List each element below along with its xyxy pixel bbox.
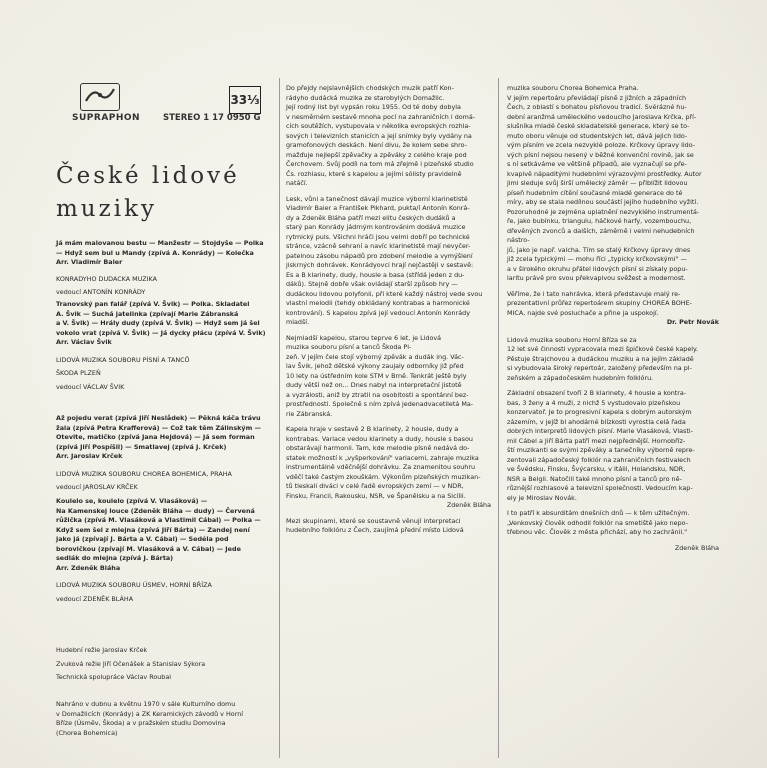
paragraph-line: Lidová muzika souboru Horní Bříza se za (507, 335, 637, 344)
paragraph-line: v nesměrném sestavě mnoha pocí na zahraničních i domá- (286, 112, 476, 121)
paragraph-line: I to patří k absurditám dnešních dnů — k těm užitečným. (507, 509, 690, 517)
paragraph-line: dy a Zdeněk Bláha patří mezi elitu českých dudáků a (286, 213, 456, 222)
track-line: Koulelo se, koulelo (zpívá V. Vlasáková) — (56, 497, 208, 505)
track-line: borovičkou (zpívají M. Vlasáková a V. Cábal) — Jede (56, 544, 241, 553)
band-leader: vedoucí VÁCLAV ŠVIK (56, 382, 125, 391)
track-group-1 (56, 239, 278, 298)
paragraph-line: laritu právě pro svou překvapivou svěžest a modernost. (507, 274, 686, 282)
paragraph-line: instrumentálně vděčnější dohrávku. Za znamenitou souhru (286, 463, 476, 471)
paragraph-line: Čerchovem. Svůj podíl na tom má zřejmě i plzeňské studio (286, 160, 474, 168)
track-line: Tranovský pan falář (zpívá V. Švik) — Polka. Skladatel (56, 300, 250, 308)
paragraph-line: třebnou věc. Člověk z města přichází, aby ho zachránil." (507, 528, 688, 536)
column-divider (279, 78, 280, 758)
paragraph-line: Do přejdy nejslavnějších chodských muzik patří Kon- (286, 84, 454, 92)
paragraph-line: NSR a Belgii. Natočili také mnoho písní a tanců pro ně- (507, 474, 682, 483)
paragraph-line: ští muzikanti se svými zpěváky a tanečníky výborně repre- (507, 446, 695, 454)
paragraph-line: konzervatoř. Je to progresivní kapela s dobrým autorským (507, 408, 692, 416)
paragraph-line: 10 lety na ústředním kole STM v Brně. Tenkrát ještě byly (286, 371, 467, 380)
brand-name: SUPRAPHON (72, 113, 141, 123)
track-line: vokolo vrat (zpívá V. Švik) — Já dycky płácu (zpívá V. Švik) (56, 328, 266, 337)
paragraph-line: vlastní melodii (tehdy obkládaný kontrabas a harmonické (286, 299, 470, 307)
note-line: Nahráno v dubnu a květnu 1970 v sále Kulturního domu (56, 700, 236, 708)
paragraph-line: Lesk, vůni a tanečnost dávají muzice výborní klarinetisté (286, 194, 468, 203)
paragraph-line: zázemím, v jejíž bl ahodárné blízkosti vyrostla celá řada (507, 417, 686, 426)
paragraph-line: jiskrných dohrávek. Konrádyovci hrají nejčastěji v sestavě: (286, 261, 474, 269)
track-line: Já mám malovanou bestu — Manžestr — Stojdyše — Polka (56, 239, 264, 247)
author-signature: Zdeněk Bláha (674, 543, 719, 552)
paragraph-line: Základní obsazení tvoří 2 B klarinety, 4 housle a kontra- (507, 389, 687, 397)
credit-line: Zvuková režie Jiří Očenášek a Stanislav Sýkora (56, 659, 206, 668)
paragraph-line: hudebního folklóru z Čech, zaujímá přední místo Lidová (286, 526, 464, 534)
paragraph-line: 12 let své činnosti vypracovala mezi špičkové české kapely. (507, 345, 698, 353)
paragraph-line: lav Švik, jehož dětské výkony zaujaly odborníky již před (286, 362, 464, 370)
band-leader: vedoucí JAROSLAV KRČEK (56, 483, 138, 491)
catalog-number: STEREO 1 17 0950 G (163, 113, 261, 123)
note-line: Bříze (Úsměv, Škoda) a v pražském studiu Domovina (56, 719, 226, 727)
paragraph-line: muzika souboru písní a tanců Škoda Pl- (286, 343, 412, 351)
paragraph-line: rie Zábranská. (286, 409, 333, 418)
credit-line: Hudební režie Jaroslav Krček (56, 646, 148, 654)
title-line: muziky (56, 196, 158, 222)
paragraph-line: si vybudovala široký repertoár, založený především na pl- (507, 364, 692, 372)
paragraph-line: slušníka mladé české skladatelské generace, který se to- (507, 122, 690, 130)
paragraph-line: vým písním ve zcela nezvyklé poloze. Krčkovy úpravy lido- (507, 141, 696, 149)
paragraph-line: zeň. V jejím čele stojí výborný zpěvák a dudák ing. Vác- (286, 352, 464, 361)
paragraph-line: Kapela hraje v sestavě 2 B klarinety, 2 housle, dudy a (286, 425, 459, 433)
album-title (56, 160, 240, 226)
paragraph-line: MICA, najde své posluchače a přine ja uspokojí. (507, 308, 659, 317)
paragraph-line: a vyzrálosti, aniž by ztratil na osobitosti a spontánní bez- (286, 390, 469, 399)
paragraph-line: starý pan Konrády jádrným kontrovánim dodává muzice (286, 223, 466, 231)
track-line: Až pojedu verat (zpívá Jiří Neslådek) — Pěkná káča trávu (56, 414, 261, 422)
paragraph-line: kontrování). S kapelou zpívá její vedoucí Antonín Konrády (286, 308, 470, 317)
paragraph-line: dudy větší než on... Dnes nabyl na interpretační jistotě (286, 381, 462, 389)
paragraph-line: mažďuje nejlepší zpěvačky a zpěváky z celého kraje pod (286, 150, 467, 159)
paragraph-line: zeňském a západočeském hudebním folklóru. (507, 373, 654, 382)
track-group-3 (56, 414, 278, 493)
paragraph-line: Pozoruhodné je zejména uplatnění nezvyklého instrumentá- (507, 207, 700, 216)
track-line: A. Švik — Suchá jatelinka (zpívají Marie Zábranská (56, 309, 239, 318)
paragraph-line: gramofonových deskách. Není divu, že kolem sebe shro- (286, 141, 467, 149)
track-line: — Hdyž sem bul u Mandy (zpívá A. Konrády) — Kolečka (56, 248, 254, 257)
track-line: Arr. Vladimír Baier (56, 258, 123, 266)
recording-note (56, 700, 278, 738)
track-line: růžička (zpívá M. Vlasáková a Vlastimil Cábal) — Polka — (56, 516, 261, 524)
paragraph-line: a v širokého okruhu přátel lidových písní si získaly popu- (507, 264, 688, 273)
paragraph-line: stránce, vzácně sehraní a navíc klarinetisté mají nevyčer- (286, 242, 471, 250)
credit-line: Technická spolupráce Václav Roubal (56, 673, 172, 681)
paragraph-line: vděčí také častým zkouškám. Výkonům plzeňských muzikan- (286, 472, 481, 481)
paragraph-line: ře, jako bubínku, triangulu, háčkové harfy, vozembouchu, (507, 217, 692, 225)
paragraph-line: Čech, z oblastí s bohatou písňovou tradicí. Svérázné hu- (507, 103, 687, 111)
production-credits (56, 646, 278, 683)
paragraph-line: muzika souboru Chorea Bohemica Praha. (507, 84, 639, 92)
band-leader: vedoucí ZDENĚK BLÁHA (56, 594, 134, 603)
paragraph-line: dobrých interpretů lidových písní. Marie Vlasáková, Vlasti- (507, 427, 693, 435)
paragraph-line: píseň hudebním cítění současné mladé generace do té (507, 188, 683, 197)
paragraph-line: vých písní nejsou nesený v běžné konvenční rovině, jak se (507, 150, 694, 159)
paragraph-line: Es a B klarinety, dudy, housle a basa (střídá jeden z du- (286, 270, 465, 279)
paragraph-line: různější rozhlasové a televizní společnosti. Vedoucím kap- (507, 484, 693, 492)
paragraph-line: patelnou zásobu nápadů pro zdobení melodie a vymýšlení (286, 251, 473, 260)
paragraph-line: natáčí. (286, 179, 308, 187)
band-name: LIDOVÁ MUZIKA SOUBORU PÍSNÍ A TANCŮ (56, 355, 190, 364)
track-line: Arr. Václav Švik (56, 338, 112, 346)
note-line: v Domažlicích (Konrády) a ZK Keramických závodů v Horní (56, 709, 244, 718)
paragraph-line: „Venkovský člověk odhodil folklór na smetiště jako nepo- (507, 518, 689, 527)
track-line: (zpívá Jiří Pospíšil) — Smatlavej (zpívá J. Krček) (56, 442, 227, 451)
paragraph-line: Mezi skupinami, které se soustavně věnují interpretaci (286, 516, 461, 525)
paragraph-line: cích soutěžích, vystupovala v několika evropských rozhla- (286, 122, 471, 130)
paragraph-line: prezentativní průřez repertoárem skupiny CHOREA BOHE- (507, 299, 692, 307)
paragraph-line: Pěstuje štrajchovou a dudáckou muziku a na jejím základě (507, 354, 694, 363)
band-name: LIDOVÁ MUZIKA SOUBORU CHOREA BOHEMICA, PRAHA (56, 469, 232, 478)
track-group-4 (56, 497, 278, 604)
track-line: Na Kamenskej louce (Zdeněk Bláha — dudy) — Červená (56, 506, 255, 515)
paragraph-line: sových i televizních stanicích a její snímky byly vydány na (286, 131, 472, 140)
paragraph-line: s ní setkáváme ve většině případů, ale vyznačují se pře- (507, 160, 687, 168)
paragraph-line: dební aranžmá uměleckého vedoucího Jaroslava Krčka, pří- (507, 112, 697, 121)
paragraph-line: tů tleskali diváci v celé řadě evropských zemí — v NDR, (286, 482, 464, 490)
paragraph-line: mladší. (286, 318, 310, 326)
paragraph-line: dřevěných zvonců a dalších, záměrně i velmi nehudebních nástro- (507, 226, 695, 244)
paragraph-line: ely je Miroslav Novák. (507, 493, 577, 502)
author-signature: Dr. Petr Novák (666, 318, 719, 326)
paragraph-line: Nejmladší kapelou, starou teprve 6 let, je Lidová (286, 333, 442, 342)
paragraph-line: prostřednosti. Společně s ním zpívá jedenadvacetiletá Ma- (286, 400, 474, 408)
paragraph-line: Čs. rozhlasu, které s kapelou a jejími sólisty pravidelně (286, 169, 462, 178)
band-leader: vedoucí ANTONÍN KONRÁDY (56, 288, 146, 296)
paragraph-line: zentovali západočeský folklór na zahraničních festivalech (507, 455, 691, 464)
track-line: Arr. Jaroslav Krček (56, 452, 123, 460)
paragraph-line: dudáckou lidovou polyfonii, při které každý nástroj vede svou (286, 289, 483, 298)
band-name: KONRADYHO DUDACKA MUZIKA (56, 274, 157, 283)
track-line: Arr. Zdeněk Bláha (56, 563, 121, 572)
supraphon-emblem-icon (80, 83, 120, 111)
paragraph-line: statek možností k „vyšperkování" variacemi, zahraje muzika (286, 453, 479, 462)
track-group-2 (56, 300, 278, 392)
track-line: a V. Švik) — Hrály dudy (zpívá V. Švik) — Hdyž sem já šel (56, 319, 260, 327)
note-line: (Chorea Bohemica) (56, 728, 118, 737)
paragraph-line: Věříme, že i tato nahrávka, která představuje malý re- (507, 289, 681, 298)
track-line: žala (zpívá Petra Krafferová) — Což tak těm Zálinským — (56, 423, 261, 432)
paragraph-line: rytmický puls. Všichni hráči jsou velmi dobří po technické (286, 232, 470, 241)
paragraph-line: V jejím repertoáru převládají písně z jižních a západních (507, 93, 687, 102)
paragraph-line: jimi sleduje svůj širší umělecký záměr — přiblížit lidovou (507, 179, 688, 187)
liner-notes-column-2 (286, 84, 491, 536)
paragraph-line: muto oboru věnuje od studentských let, dává jejich lido- (507, 131, 688, 140)
title-line: České lidové (56, 163, 240, 189)
author-signature: Zdeněk Bláha (446, 501, 491, 509)
track-line: Když sem šel z mlejna (zpívá Jiří Bárta) — Zandej není (56, 525, 250, 534)
band-name: LIDOVÁ MUZIKA SOUBORU ÚSMEV, HORNÍ BŘÍZA (56, 581, 212, 589)
paragraph-line: Její rodný list byl vypsán roku 1955. Od té doby dobyla (286, 103, 461, 111)
track-line: sedlák do mlejna (zpívá J. Bárta) (56, 554, 174, 562)
rpm-badge: 33⅓ (229, 86, 261, 114)
column-divider (498, 78, 499, 758)
liner-notes-column-3 (507, 84, 719, 553)
paragraph-line: Finsku, Francii, Rakousku, NSR, ve Španělsku a na Sicílii. (286, 491, 466, 500)
paragraph-line: kontrabas. Variace vedou klarinety a dudy, housle s basou (286, 434, 473, 443)
paragraph-line: míry, aby se stala nedílnou součástí jejího hudebního vyžití. (507, 198, 699, 206)
track-line: jako já (zpívají J. Bárta a V. Cábal) — Sedéla pod (56, 535, 229, 543)
paragraph-line: rádyho dudácká muzika ze starobylých Domažlic. (286, 93, 445, 102)
paragraph-line: kvapivě nápaditými hudebními výrazovými prostředky. Autor (507, 169, 702, 178)
band-name: ŠKODA PLZEŇ (56, 369, 101, 377)
paragraph-line: mil Cábel a Jiří Bárta patří mezi nejpřednější. Hornobříz- (507, 436, 686, 445)
paragraph-line: jů, jako je např. valcha. Tím se stalý Krčkovy úpravy dnes (507, 245, 691, 254)
paragraph-line: již zcela typickými — mohu říci „typicky krčkovskými" — (507, 255, 687, 263)
paragraph-line: ve Švédsku, Finsku, Švýcarsku, v Itálii, Holandsku, NDR, (507, 465, 686, 473)
paragraph-line: Vladimír Baier a František Pikhard, pukta/í Antonín Konrá- (286, 204, 470, 212)
track-line: Otevite, matičko (zpívá Jana Hejdová) — Já sem forman (56, 433, 255, 441)
paragraph-line: bas, 3 ženy a 4 muži, z nichž 5 vystudovalo plzeňskou (507, 398, 681, 407)
paragraph-line: dáků). Stejně dobře však ovládají starší způsob hry — (286, 280, 458, 288)
paragraph-line: obstarávají harmonii. Tam, kde melodie písně nedává do- (286, 444, 470, 452)
